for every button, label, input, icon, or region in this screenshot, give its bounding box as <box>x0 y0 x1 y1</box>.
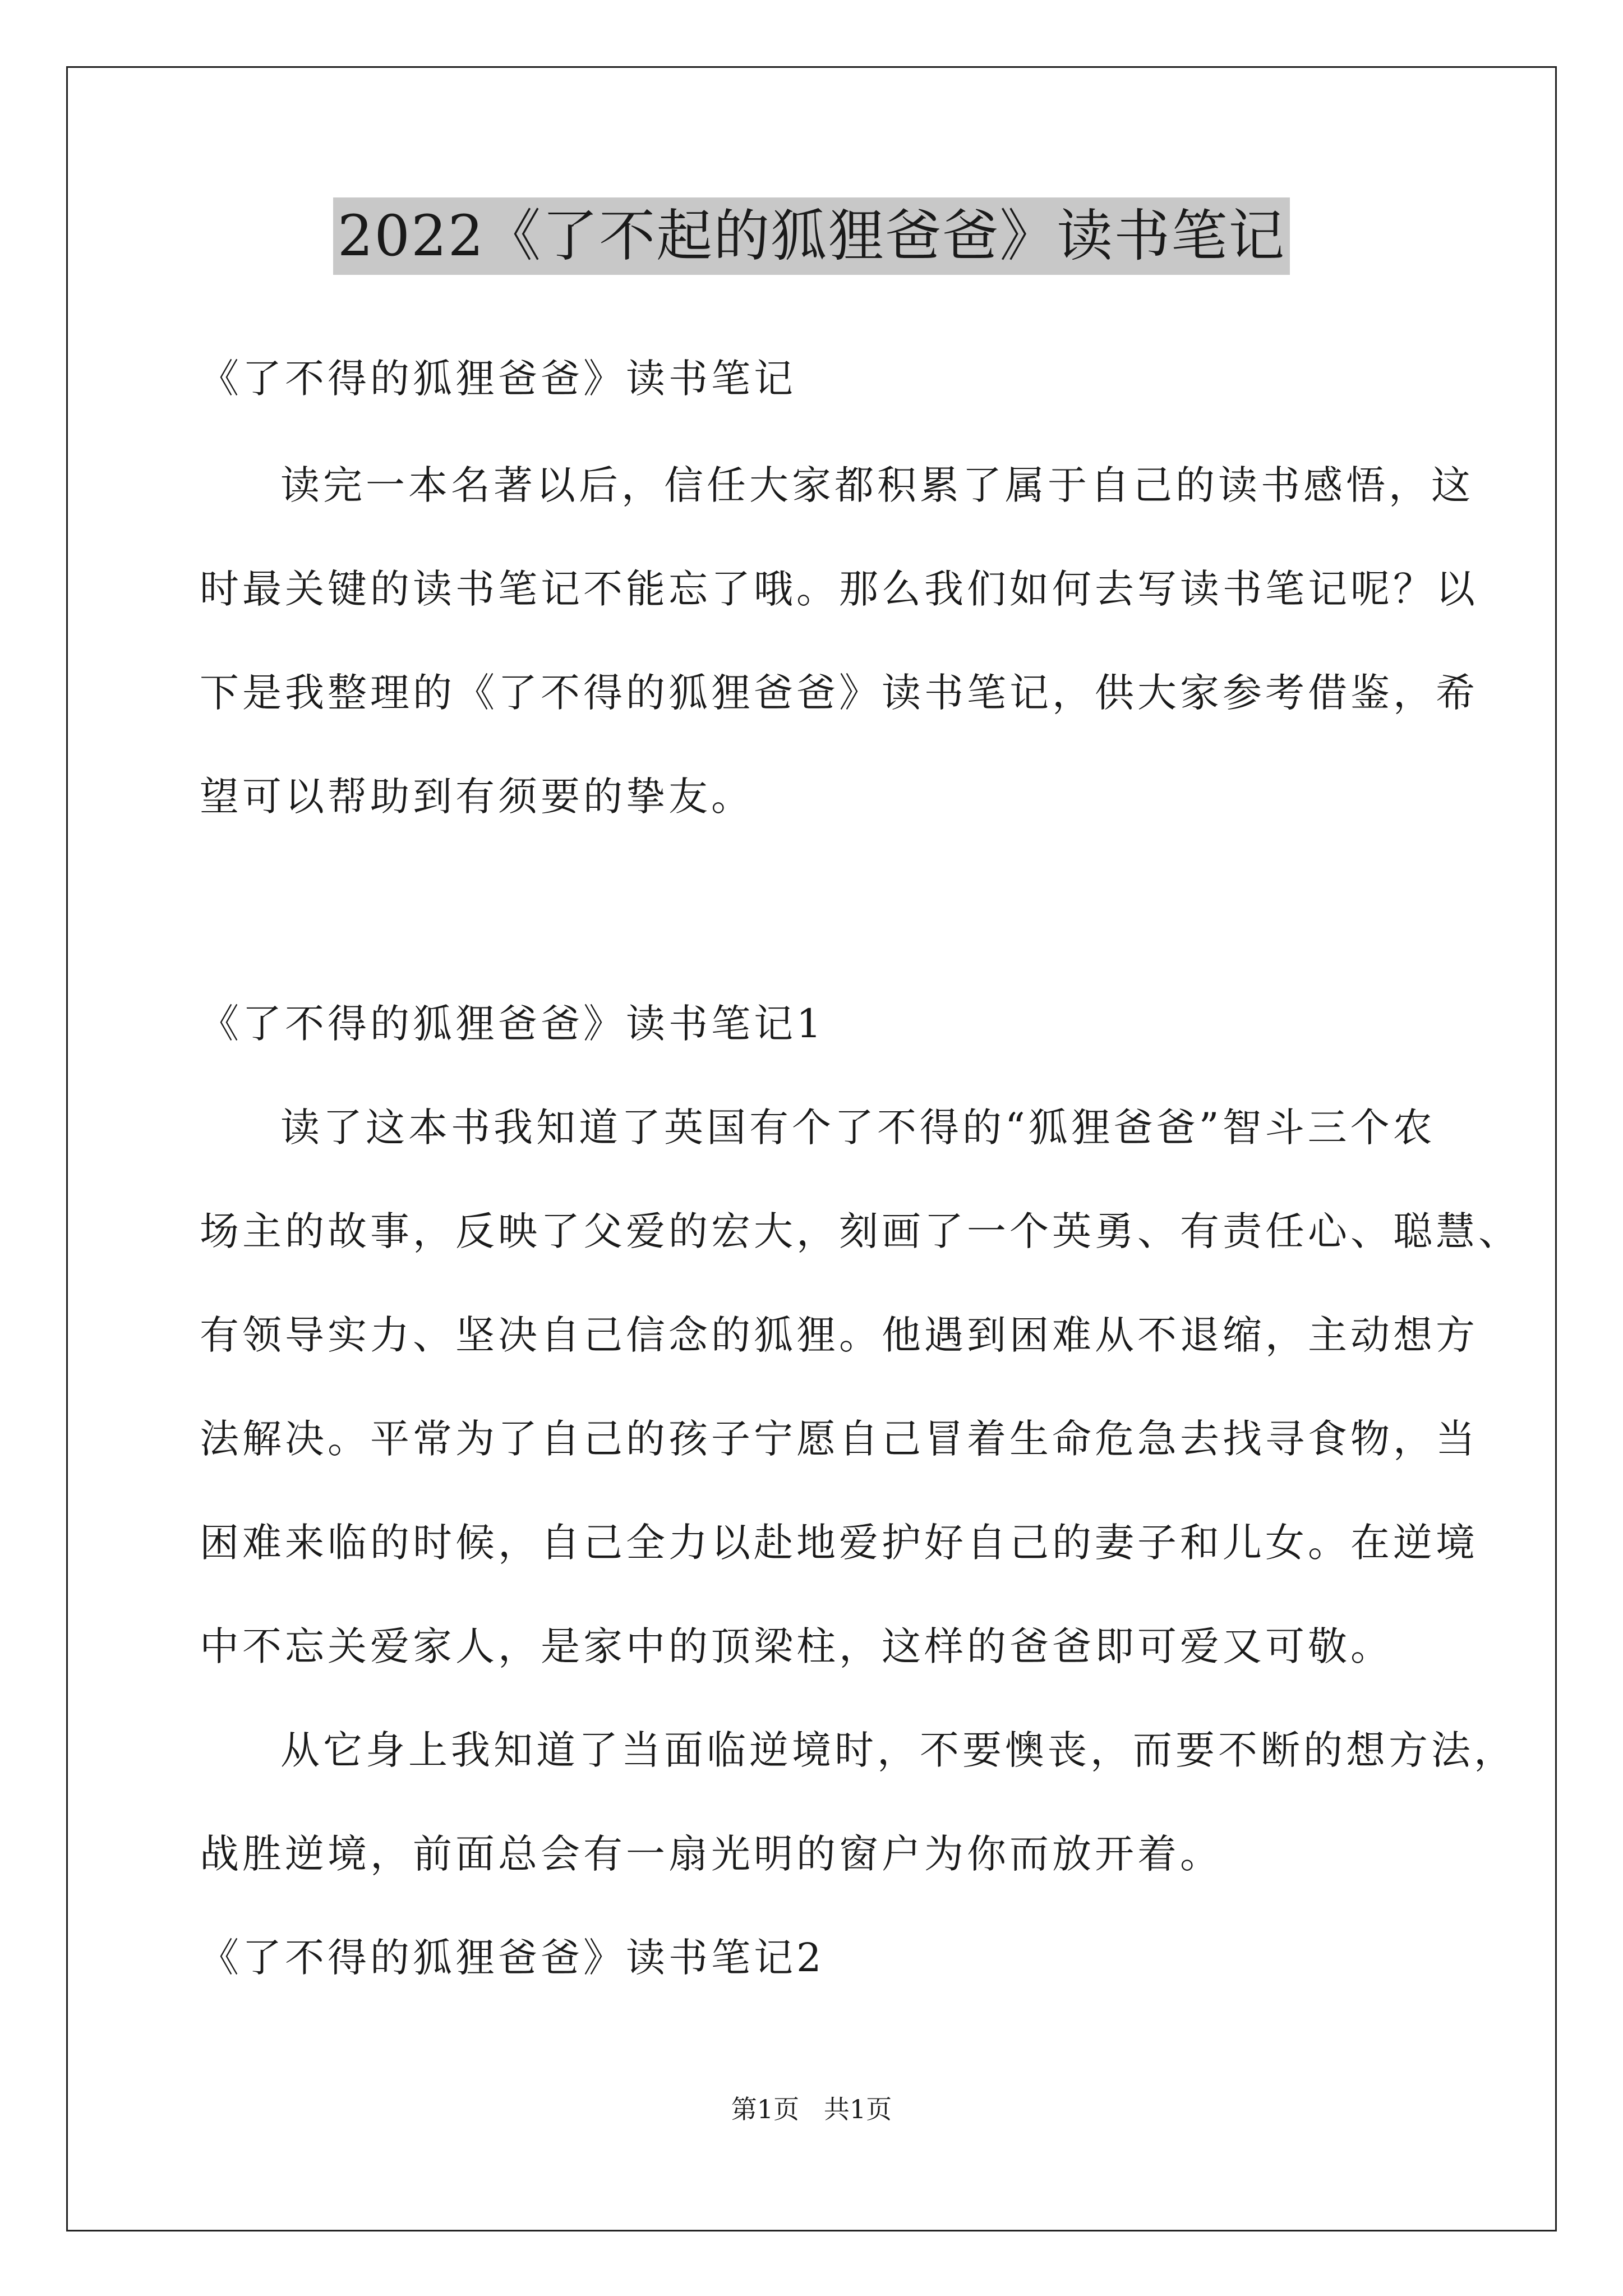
section1-para1-line-6: 中不忘关爱家人，是家中的顶梁柱，这样的爸爸即可爱又可敬。 <box>200 1623 1393 1669</box>
section1-para1-line-2: 场主的故事，反映了父爱的宏大，刻画了一个英勇、有责任心、聪慧、 <box>200 1208 1521 1254</box>
document-title-text: 2022《了不起的狐狸爸爸》读书笔记 <box>333 197 1290 275</box>
section2-heading: 《了不得的狐狸爸爸》读书笔记2 <box>200 1935 825 1981</box>
section1-para1-line-3: 有领导实力、坚决自己信念的狐狸。他遇到困难从不退缩，主动想方 <box>200 1312 1478 1358</box>
intro-line-1: 读完一本名著以后，信任大家都积累了属于自己的读书感悟，这 <box>280 462 1474 508</box>
intro-line-2: 时最关键的读书笔记不能忘了哦。那么我们如何去写读书笔记呢？以 <box>200 566 1478 612</box>
section1-heading: 《了不得的狐狸爸爸》读书笔记1 <box>200 1001 825 1047</box>
subtitle: 《了不得的狐狸爸爸》读书笔记 <box>200 356 796 402</box>
section1-para1-line-4: 法解决。平常为了自己的孩子宁愿自己冒着生命危急去找寻食物，当 <box>200 1416 1478 1462</box>
intro-line-4: 望可以帮助到有须要的挚友。 <box>200 774 754 820</box>
intro-line-3: 下是我整理的《了不得的狐狸爸爸》读书笔记，供大家参考借鉴，希 <box>200 670 1478 716</box>
page-footer: 第1页 共1页 <box>731 2094 892 2124</box>
section1-para2-line-1: 从它身上我知道了当面临逆境时，不要懊丧，而要不断的想方法， <box>280 1727 1516 1773</box>
document-title <box>0 197 1623 275</box>
section1-para1-line-1: 读了这本书我知道了英国有个了不得的“狐狸爸爸”智斗三个农 <box>280 1105 1436 1151</box>
section1-para1-line-5: 困难来临的时候，自己全力以赴地爱护好自己的妻子和儿女。在逆境 <box>200 1520 1478 1566</box>
section1-para2-line-2: 战胜逆境，前面总会有一扇光明的窗户为你而放开着。 <box>200 1831 1223 1877</box>
